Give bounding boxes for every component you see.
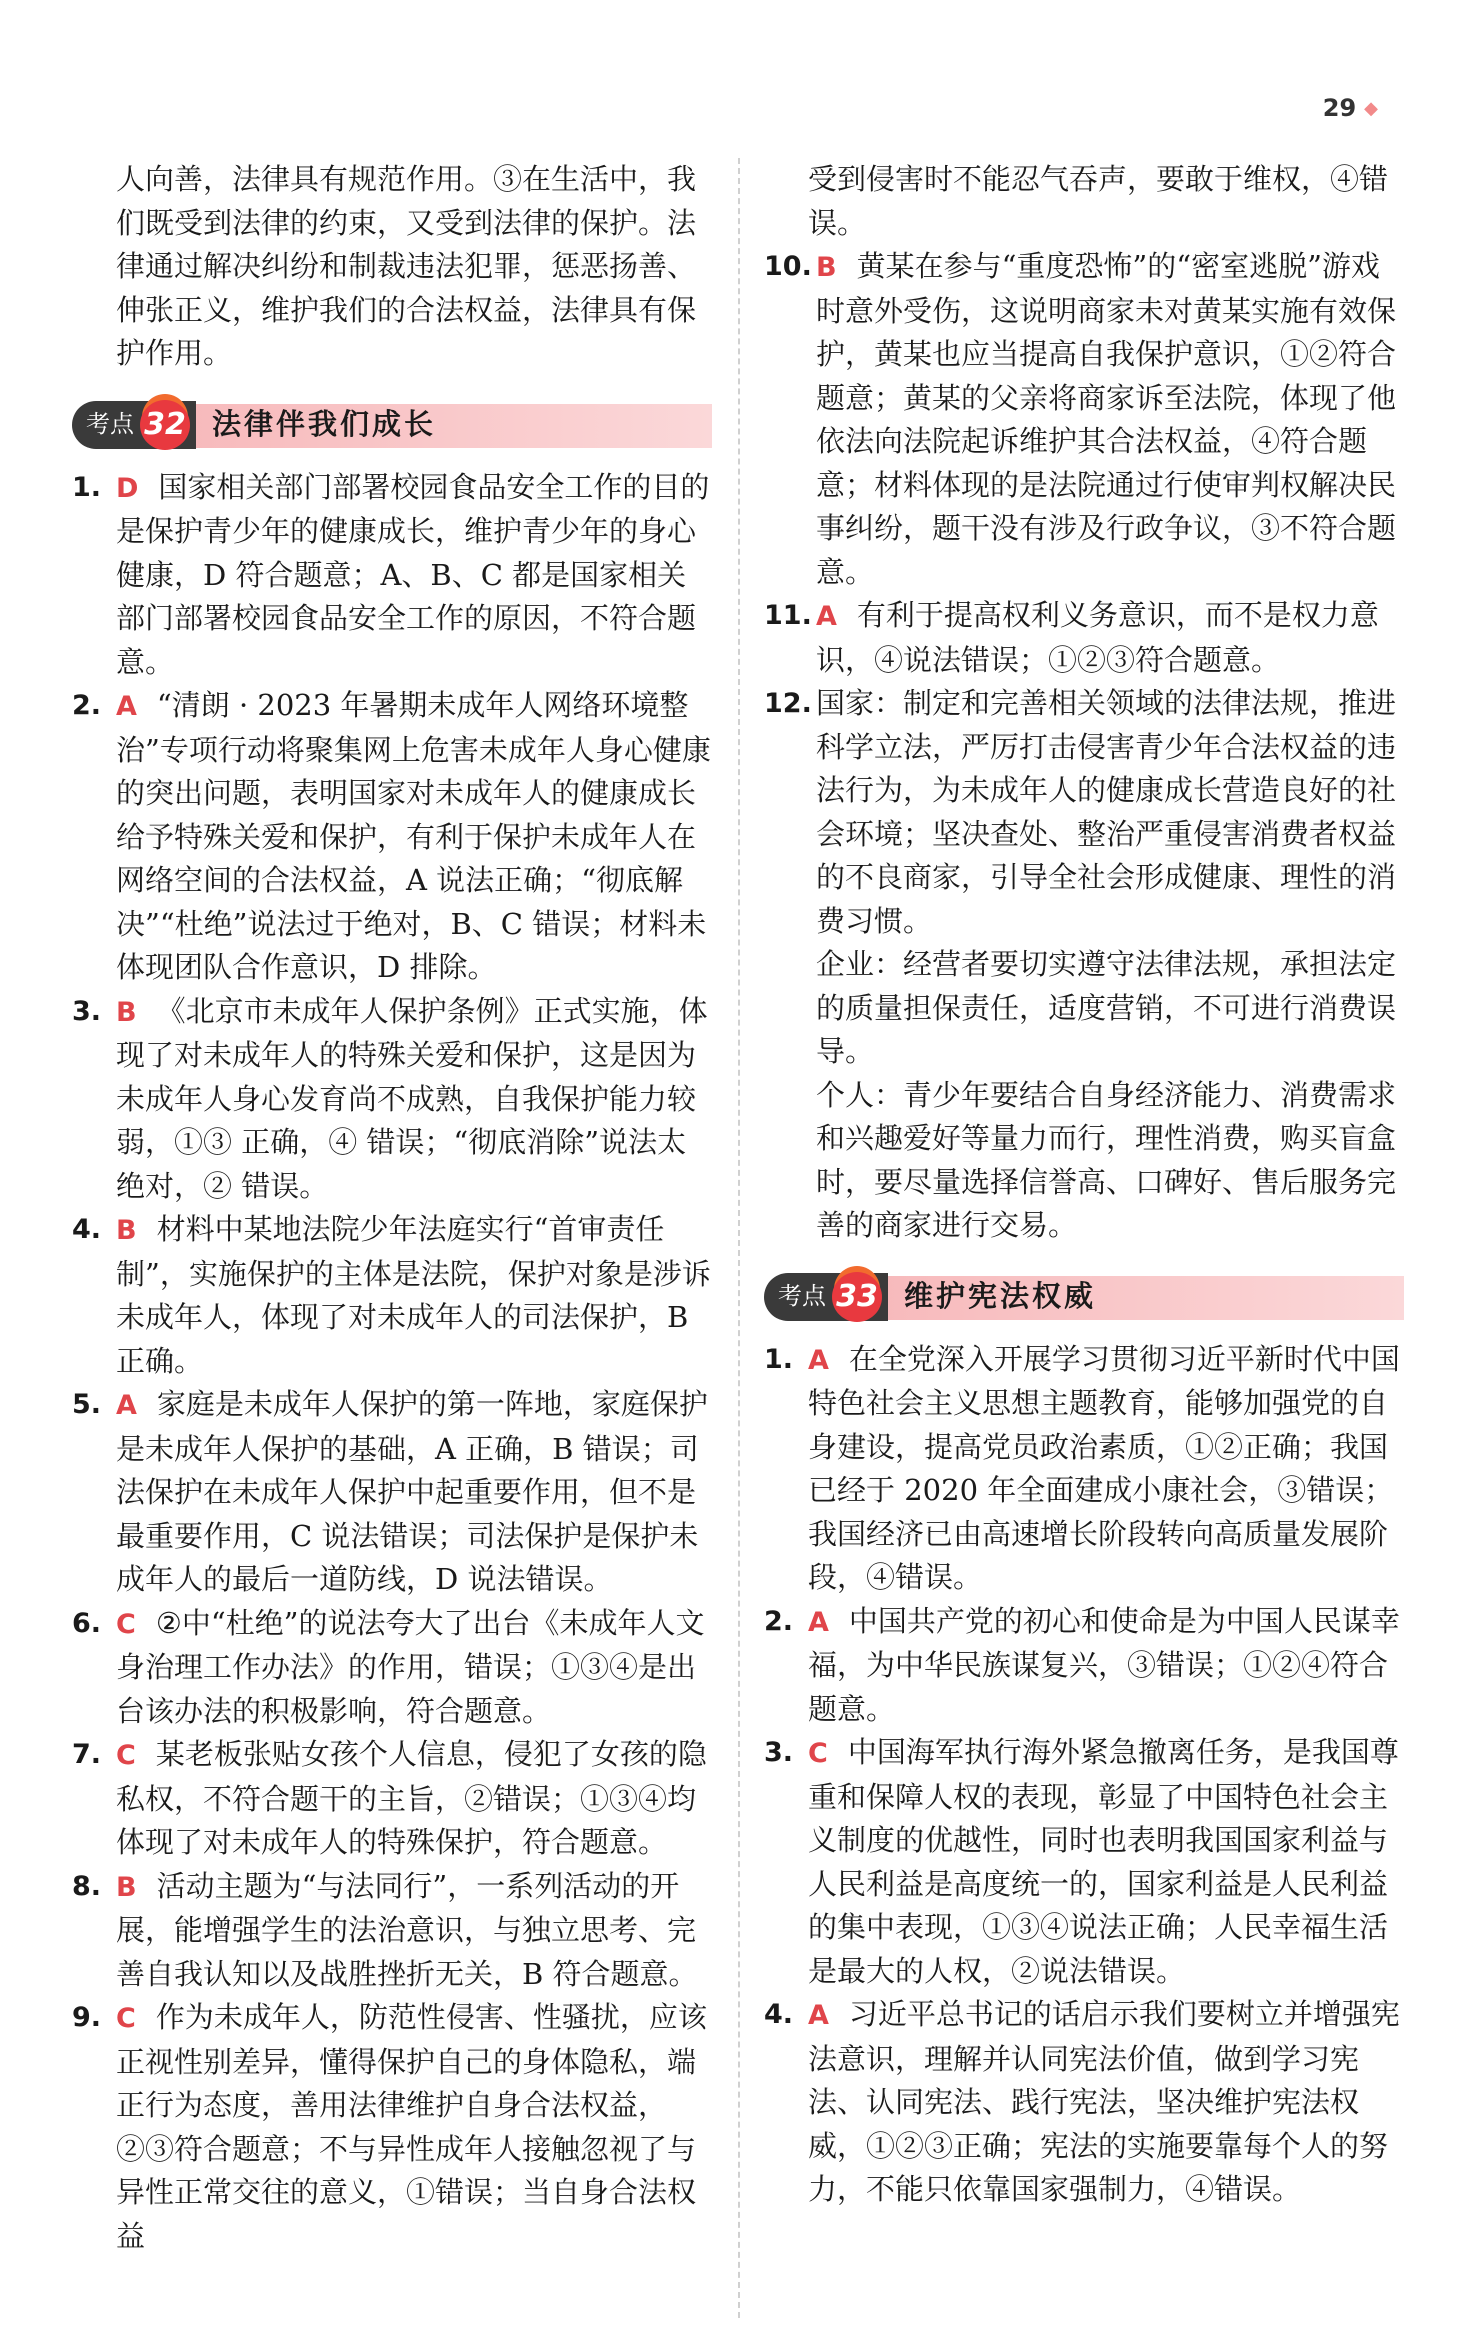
answer-item — [72, 1733, 712, 1865]
item-body — [808, 1993, 1404, 2212]
explanation-text: “清朗 · 2023 年暑期未成年人网络环境整治”专项行动将聚集网上危害未成年人身心健康的突出问题，表明国家对未成年人的健康成长给予特殊关爱和保护，有利于保护未成年人在网络空间的合法权益，A 说法正确；“彻底解决”“杜绝”说法过于绝对，B、C 错误；材料未体现团队合作意识，D 排除。 — [116, 688, 711, 984]
item-body — [116, 1865, 712, 1997]
item-body — [116, 1996, 712, 2258]
item-number: 12. — [764, 688, 812, 719]
answer-item — [72, 466, 712, 685]
answer-letter: A — [116, 691, 137, 722]
answer-item — [764, 245, 1404, 594]
page-number: 29 ◆ — [1322, 94, 1378, 122]
answer-item — [764, 682, 1404, 943]
explanation-text: 国家相关部门部署校园食品安全工作的目的是保护青少年的健康成长，维护青少年的身心健康，D 符合题意；A、B、C 都是国家相关部门部署校园食品安全工作的原因，不符合题意。 — [116, 469, 710, 679]
item-body — [816, 594, 1404, 682]
item-body — [808, 1731, 1404, 1993]
explanation-text: 中国海军执行海外紧急撤离任务，是我国尊重和保障人权的表现，彰显了中国特色社会主义制度的优越性，同时也表明我国国家利益与人民利益是高度统一的，国家利益是人民利益的集中表现，①③④说法正确；人民幸福生活是最大的人权，②说法错误。 — [808, 1735, 1399, 1988]
answer-letter: C — [116, 2003, 136, 2034]
explanation-text: 《北京市未成年人保护条例》正式实施，体现了对未成年人的特殊关爱和保护，这是因为未成年人身心发育尚不成熟，自我保护能力较弱，①③ 正确，④ 错误；“彻底消除”说法太绝对，② 错误。 — [116, 993, 708, 1203]
item-body — [116, 1208, 712, 1383]
item-number: 11. — [764, 600, 812, 631]
answer-letter: A — [808, 2000, 829, 2031]
item-number: 3. — [764, 1737, 794, 1768]
answer-list-left — [72, 466, 712, 2259]
explanation-text: 有利于提高权利义务意识，而不是权力意识，④说法错误；①②③符合题意。 — [816, 598, 1379, 677]
topic-header-33 — [764, 1270, 1404, 1324]
item-number: 4. — [764, 1999, 794, 2030]
flame-badge-icon: 33 — [832, 1272, 882, 1322]
explanation-text: 活动主题为“与法同行”，一系列活动的开展，能增强学生的法治意识，与独立思考、完善自我认知以及战胜挫折无关，B 符合题意。 — [116, 1868, 698, 1991]
diamond-icon: ◆ — [1364, 98, 1378, 119]
answer-list-right — [764, 245, 1404, 943]
answer-letter: A — [808, 1606, 829, 1638]
explanation-text: 家庭是未成年人保护的第一阵地，家庭保护是未成年人保护的基础，A 正确，B 错误；司法保护在未成年人保护中起重要作用，但不是最重要作用，C 说法错误；司法保护是保护未成年人的最后一道防线，D 说法错误。 — [116, 1387, 708, 1596]
explanation-text: 国家：制定和完善相关领域的法律法规，推进科学立法，严厉打击侵害青少年合法权益的违法行为，为未成年人的健康成长营造良好的社会环境；坚决查处、整治严重侵害消费者权益的不良商家，引导全社会形成健康、理性的消费习惯。 — [816, 686, 1397, 938]
left-column — [72, 158, 712, 2258]
item-body — [808, 1338, 1404, 1600]
explanation-text: 某老板张贴女孩个人信息，侵犯了女孩的隐私权，不符合题干的主旨，②错误；①③④均体现了对未成年人的特殊保护，符合题意。 — [116, 1737, 707, 1859]
item-body — [816, 245, 1404, 594]
answer-letter: C — [116, 1608, 136, 1640]
item-number: 7. — [72, 1739, 102, 1770]
item-number: 1. — [72, 471, 102, 503]
item-body — [116, 1383, 712, 1602]
right-column — [764, 158, 1404, 2212]
item-body — [816, 682, 1404, 943]
item-body — [116, 684, 712, 990]
flame-badge-icon: 32 — [140, 400, 190, 450]
answer-list-right-2 — [764, 1338, 1404, 2212]
answer-item — [764, 1993, 1404, 2212]
topic-header-32 — [72, 398, 712, 452]
topic-title: 法律伴我们成长 — [212, 406, 437, 441]
column-divider — [738, 158, 740, 2318]
answer-item — [72, 1208, 712, 1383]
explanation-text: 习近平总书记的话启示我们要树立并增强宪法意识，理解并认同宪法价值，做到学习宪法、认同宪法、践行宪法，坚决维护宪法权威，①②③正确；宪法的实施要靠每个人的努力，不能只依靠国家强制力，④错误。 — [808, 1997, 1400, 2206]
topic-tag: 考点 32 — [72, 401, 196, 449]
answer-item — [72, 990, 712, 1209]
item-number: 9. — [72, 2002, 102, 2033]
answer-letter: A — [116, 1390, 137, 1421]
answer-letter: D — [116, 472, 139, 504]
answer-letter: B — [116, 996, 137, 1028]
item-number: 6. — [72, 1607, 102, 1639]
right-continuation-text: 受到侵害时不能忍气吞声，要敢于维权，④错误。 — [808, 162, 1389, 240]
answer-item — [72, 1383, 712, 1602]
answer-item — [764, 1600, 1404, 1732]
item-number: 8. — [72, 1870, 102, 1902]
left-intro-text: 人向善，法律具有规范作用。③在生活中，我们既受到法律的约束，又受到法律的保护。法律通过解决纠纷和制裁违法犯罪，惩恶扬善、伸张正义，维护我们的合法权益，法律具有保护作用。 — [116, 162, 697, 370]
explanation-text: 作为未成年人，防范性侵害、性骚扰，应该正视性别差异，懂得保护自己的身体隐私，端正行为态度，善用法律维护自身合法权益，②③符合题意；不与异性成年人接触忽视了与异性正常交往的意义，①错误；当自身合法权益 — [116, 2000, 707, 2253]
answer-item — [764, 594, 1404, 682]
explanation-text: ②中“杜绝”的说法夸大了出台《未成年人文身治理工作办法》的作用，错误；①③④是出台该办法的积极影响，符合题意。 — [116, 1605, 705, 1728]
answer-letter: A — [816, 601, 837, 632]
item-number: 5. — [72, 1389, 102, 1420]
topic-title: 维护宪法权威 — [904, 1278, 1097, 1313]
explanation-text: 黄某在参与“重度恐怖”的“密室逃脱”游戏时意外受伤，这说明商家未对黄某实施有效保护，黄某也应当提高自我保护意识，①②符合题意；黄某的父亲将商家诉至法院，体现了他依法向法院起诉维护其合法权益，④符合题意；材料体现的是法院通过行使审判权解决民事纠纷，题干没有涉及行政争议，③不符合题意。 — [816, 249, 1397, 589]
item-number: 2. — [72, 690, 102, 721]
answer-item — [72, 684, 712, 990]
answer-item — [72, 1865, 712, 1997]
answer-item — [764, 1731, 1404, 1993]
item-body — [116, 1733, 712, 1865]
explanation-text: 材料中某地法院少年法庭实行“首审责任制”，实施保护的主体是法院，保护对象是涉诉未成年人，体现了对未成年人的司法保护，B 正确。 — [116, 1212, 711, 1378]
item-number: 3. — [72, 995, 102, 1027]
answer-letter: C — [116, 1740, 136, 1771]
item-number: 1. — [764, 1343, 794, 1375]
topic-tag: 考点 33 — [764, 1273, 888, 1321]
answer-item — [72, 1996, 712, 2258]
item-body — [808, 1600, 1404, 1732]
answer-item — [764, 1338, 1404, 1600]
answer-letter: B — [816, 252, 837, 283]
item-body — [116, 1602, 712, 1734]
item12-personal: 个人：青少年要结合自身经济能力、消费需求和兴趣爱好等量力而行，理性消费，购买盲盒时，要尽量选择信誉高、口碑好、售后服务完善的商家进行交易。 — [816, 1077, 1397, 1242]
answer-item — [72, 1602, 712, 1734]
answer-letter: B — [116, 1215, 137, 1246]
answer-letter: B — [116, 1871, 137, 1903]
item-body — [116, 466, 712, 685]
item-number: 10. — [764, 251, 812, 282]
explanation-text: 在全党深入开展学习贯彻习近平新时代中国特色社会主义思想主题教育，能够加强党的自身建设，提高党员政治素质，①②正确；我国已经于 2020 年全面建成小康社会，③错误；我国经济已由高速增长阶段转向高质量发展阶段，④错误。 — [808, 1341, 1400, 1594]
answer-letter: A — [808, 1344, 829, 1376]
item-number: 2. — [764, 1605, 794, 1637]
explanation-text: 中国共产党的初心和使命是为中国人民谋幸福，为中华民族谋复兴，③错误；①②④符合题意。 — [808, 1603, 1400, 1726]
item-number: 4. — [72, 1214, 102, 1245]
item12-enterprise: 企业：经营者要切实遵守法律法规，承担法定的质量担保责任，适度营销，不可进行消费误导。 — [816, 947, 1397, 1068]
item-body — [116, 990, 712, 1209]
answer-letter: C — [808, 1738, 828, 1769]
